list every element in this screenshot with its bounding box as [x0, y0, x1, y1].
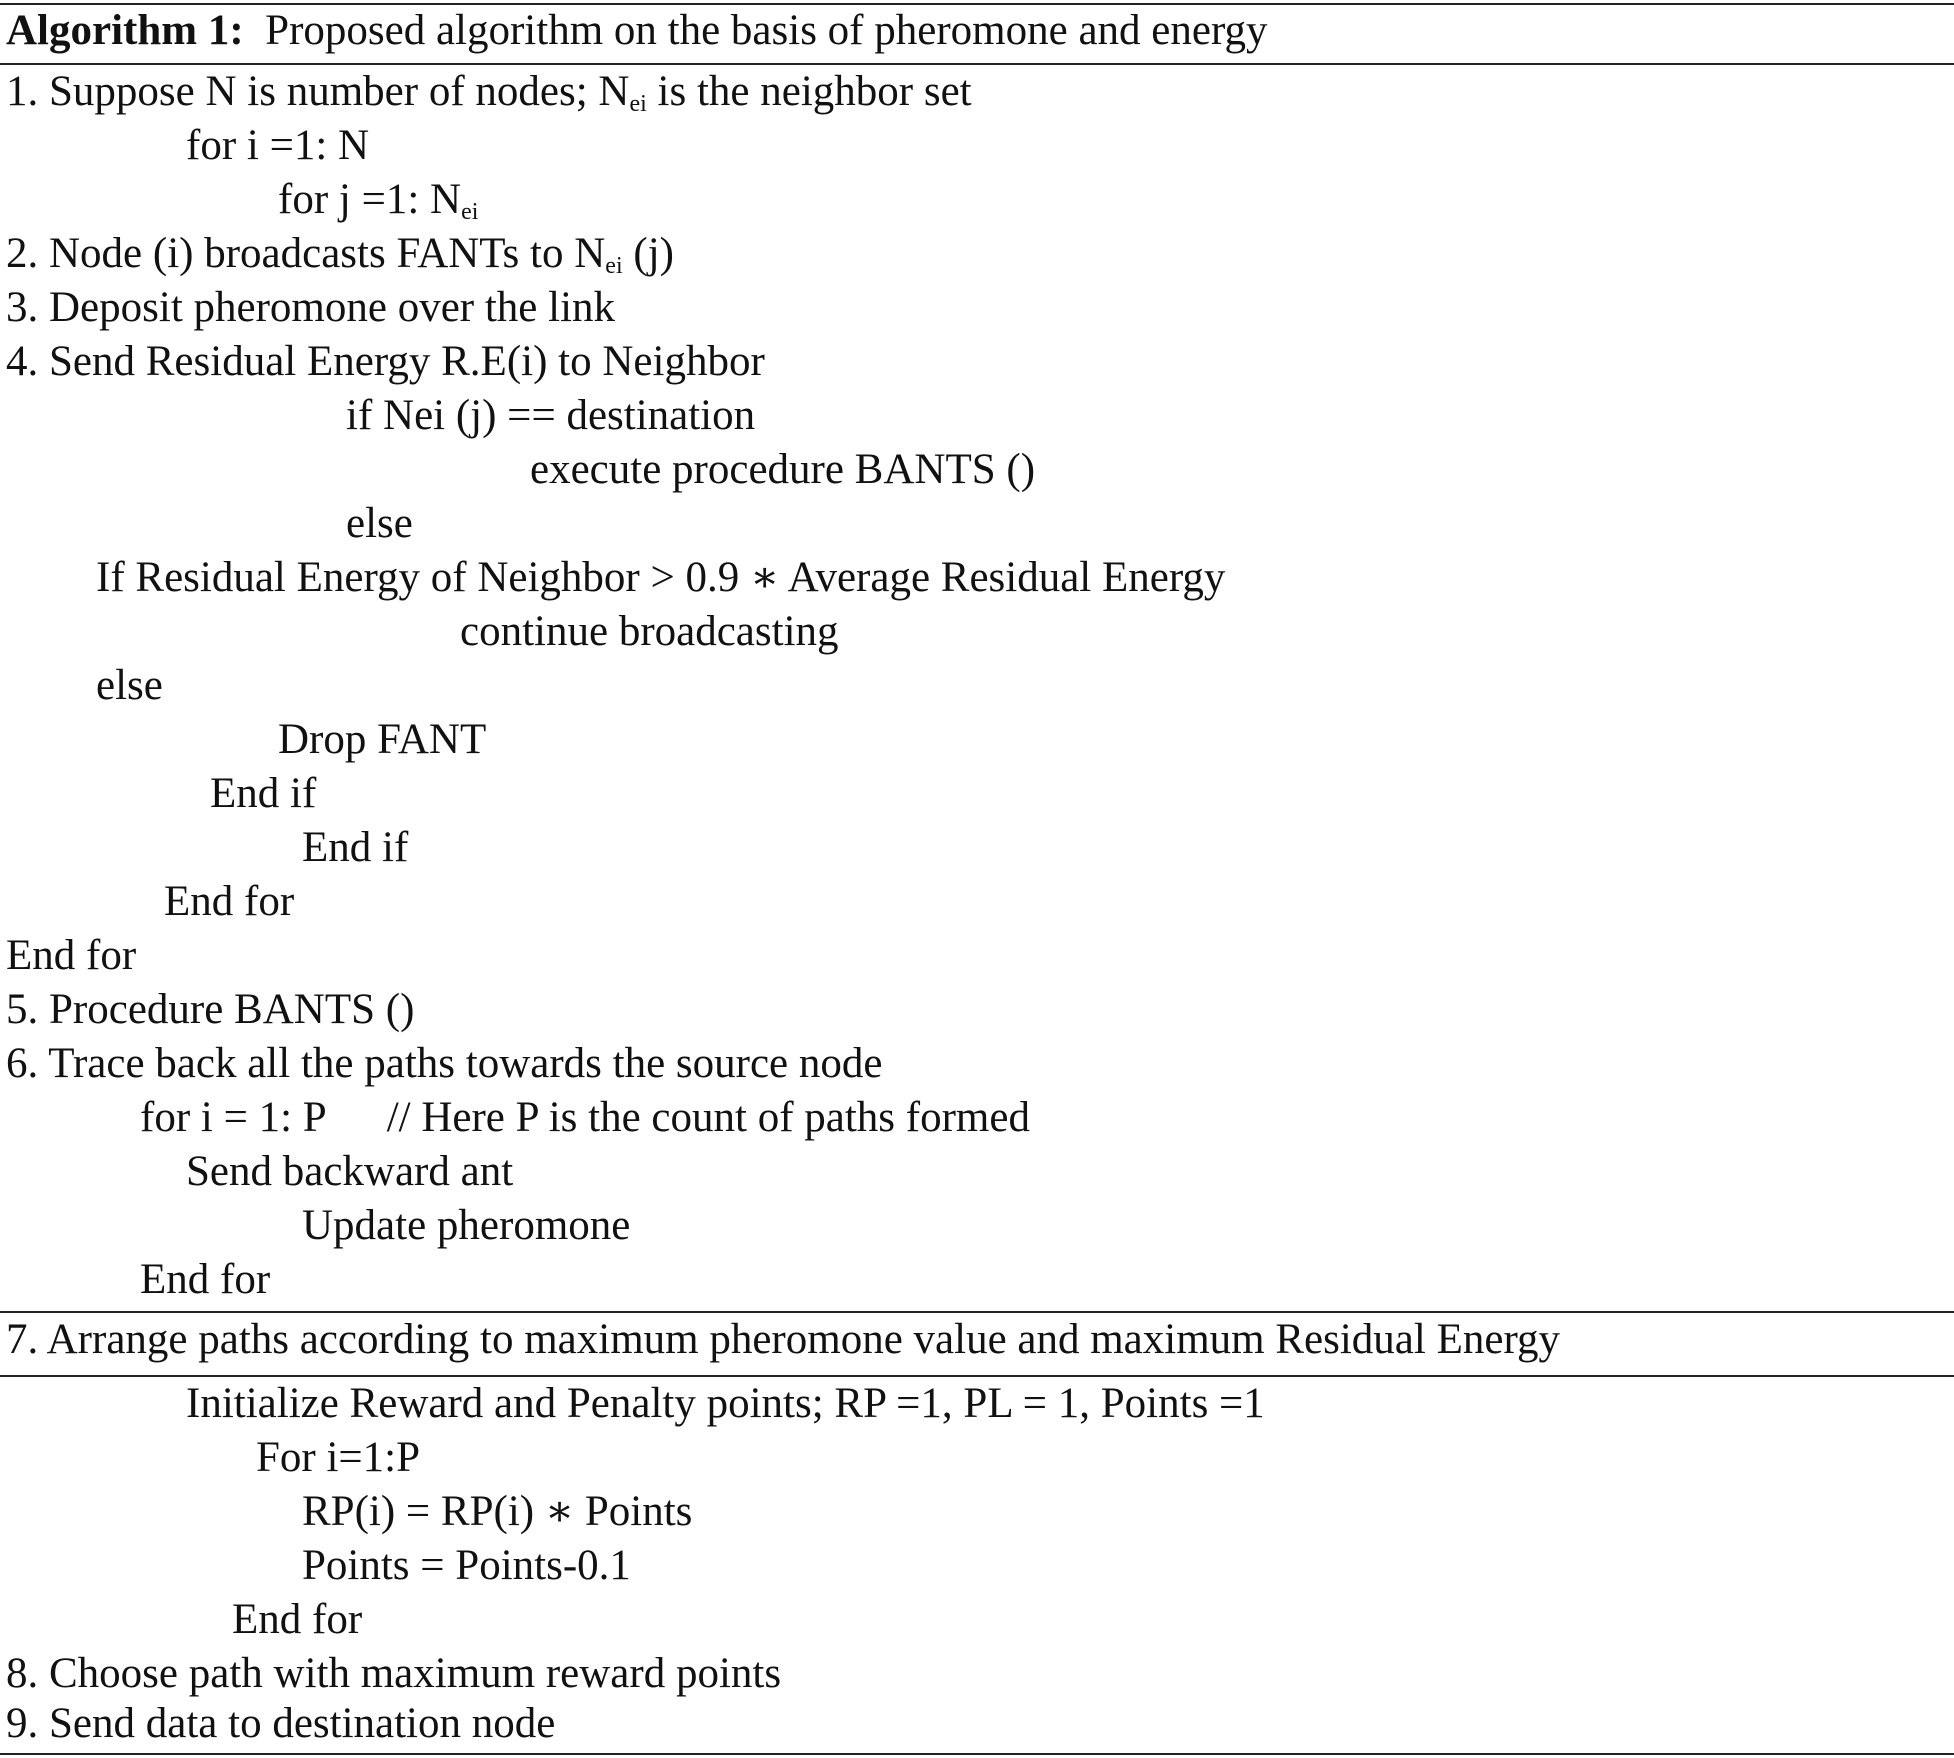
- algorithm-header: [6, 4, 1268, 58]
- drop-fant-line: Drop FANT: [278, 716, 487, 763]
- if-residual-energy-line: If Residual Energy of Neighbor > 0.9 ∗ Average Residual Energy: [96, 554, 1226, 601]
- else-line-2: else: [96, 662, 163, 709]
- code-comment: // Here P is the count of paths formed: [386, 1094, 1030, 1141]
- step-2-line: 2. Node (i) broadcasts FANTs to $N_{ei}$ (j): [6, 230, 674, 279]
- step-4-line: 4. Send Residual Energy R.E(i) to Neighbor: [6, 338, 765, 385]
- if-destination-line: if Nei (j) == destination: [346, 392, 756, 439]
- end-if-line-2: End if: [302, 824, 409, 871]
- for-paths-line: for i = 1: P // Here P is the count of paths formed: [140, 1094, 1030, 1141]
- send-backward-ant-line: Send backward ant: [186, 1148, 514, 1195]
- end-for-line-3: End for: [140, 1256, 271, 1303]
- initialize-points-line: Initialize Reward and Penalty points; RP =1, PL = 1, Points =1: [186, 1380, 1265, 1427]
- step-7-line: 7. Arrange paths according to maximum pheromone value and maximum Residual Energy: [6, 1316, 1560, 1363]
- step-1-line: 1. Suppose N is number of nodes; $N_{ei}$ is the neighbor set: [6, 68, 972, 117]
- continue-broadcasting-line: continue broadcasting: [460, 608, 839, 655]
- algorithm-label: Algorithm 1:: [6, 7, 244, 54]
- update-pheromone-line: Update pheromone: [302, 1202, 631, 1249]
- step-6-line: 6. Trace back all the paths towards the source node: [6, 1040, 883, 1087]
- else-line-1: else: [346, 500, 413, 547]
- rule-bottom: [0, 1753, 1954, 1755]
- end-for-line-2: End for: [6, 932, 137, 979]
- step-5-line: 5. Procedure BANTS (): [6, 986, 415, 1033]
- end-for-line-1: End for: [164, 878, 295, 925]
- step-3-line: 3. Deposit pheromone over the link: [6, 284, 616, 331]
- for-reward-line: For i=1:P: [256, 1434, 421, 1481]
- end-if-line-1: End if: [210, 770, 317, 817]
- step-9-line: 9. Send data to destination node: [6, 1700, 556, 1747]
- end-for-line-4: End for: [232, 1596, 363, 1643]
- points-decrement-line: Points = Points-0.1: [302, 1542, 631, 1589]
- for-i-line: for i =1: N: [186, 122, 370, 169]
- for-j-line: for j =1: $N_{ei}$: [278, 176, 479, 225]
- execute-bants-line: execute procedure BANTS (): [530, 446, 1036, 493]
- rp-update-line: RP(i) = RP(i) ∗ Points: [302, 1488, 693, 1535]
- step-8-line: 8. Choose path with maximum reward points: [6, 1650, 782, 1697]
- algorithm-title: Proposed algorithm on the basis of pheromone and energy: [265, 7, 1268, 54]
